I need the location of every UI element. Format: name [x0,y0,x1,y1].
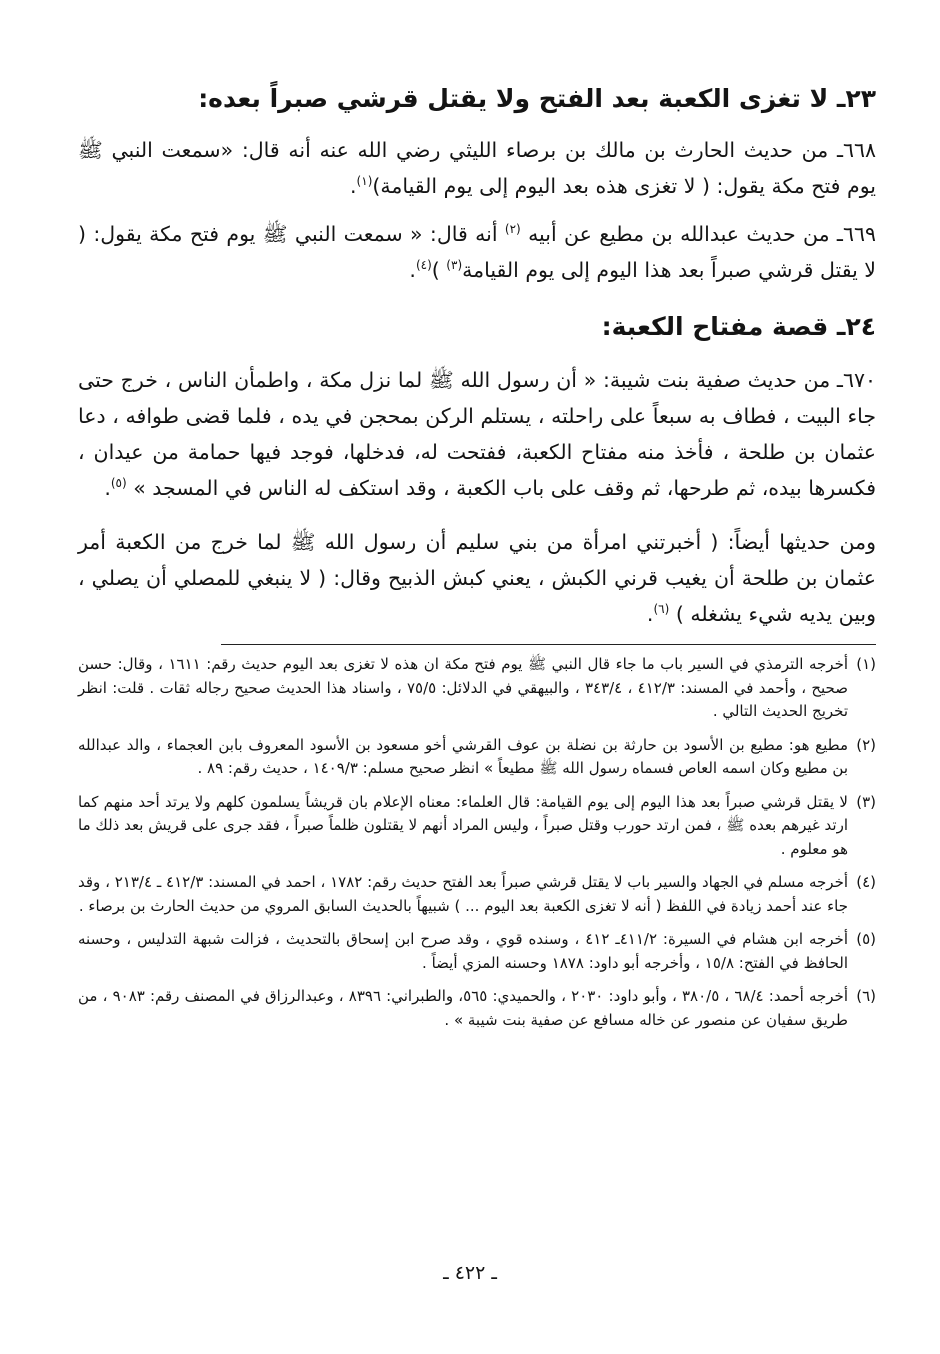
hadith-669 [78,216,876,288]
footnote-2 [78,734,876,781]
footnote-number: (٤) [856,873,876,891]
footnote-ref-2[interactable]: (٢) [504,222,521,237]
footnote-ref-3[interactable]: (٣) [446,258,463,273]
footnote-divider [221,644,876,645]
hadith-670-continued-text: ومن حديثها أيضاً: ( أخبرتني امرأة من بني سليم أن رسول الله ﷺ لما خرج من الكعبة أمر عثمان بن طلحة أن يغيب قرني الكبش ، يعني كبش الذبيح وقال: ( لا ينبغي للمصلي أن يصلي ، وبين يديه شيء يشغله ) [78,530,876,626]
footnote-number: (٣) [856,792,876,811]
footnote-text: أخرجه ابن هشام في السيرة: ٤١١/٢ـ ٤١٢ ، وسنده قوي ، وقد صرح ابن إسحاق بالتحديث ، فزالت شبهة التدليس ، وحسنه الحافظ في الفتح: ١٥/٨ ، وأخرجه أبو داود: ١٨٧٨ وحسنه المزي أيضاً . [78,930,849,972]
hadith-670-continued-end: . [646,602,654,626]
section-heading-24: ٢٤ـ قصة مفتاح الكعبة: [601,312,876,341]
footnote-number: (٢) [856,735,876,754]
footnote-ref-4[interactable]: (٤) [415,258,432,273]
hadith-668-text: ٦٦٨ـ من حديث الحارث بن مالك بن برصاء الليثي رضي الله عنه أنه قال: «سمعت النبي ﷺ يوم فتح مكة يقول: ( لا تغزى هذه بعد اليوم إلى يوم القيامة) [78,138,876,198]
footnote-text: لا يقتل قرشي صبراً بعد هذا اليوم إلى يوم القيامة: قال العلماء: معناه الإعلام بان قريشاً يسلمون كلهم ولا يرتد أحد منهم كما ارتد غيرهم بعده ﷺ ، فمن ارتد حورب وقتل صبراً ، وليس المراد أنهم لا يقتلون ظلماً صبراً ، فقد جرى على قريش بعد ذلك ما هو معلوم . [78,792,848,858]
hadith-669-close: ) [431,258,447,282]
footnote-text: أخرجه أحمد: ٦٨/٤ ، ٣٨٠/٥ ، وأبو داود: ٢٠٣٠ ، والحميدي: ٥٦٥، والطبراني: ٨٣٩٦ ، وعبدالرزاق في المصنف رقم: ٩٠٨٣ ، من طريق سفيان عن منصور عن خاله مسافع عن صفية بنت شيبة » . [78,987,848,1029]
hadith-669-text: ٦٦٩ـ من حديث عبدالله بن مطيع عن أبيه [528,222,876,246]
footnote-text: أخرجه الترمذي في السير باب ما جاء قال النبي ﷺ يوم فتح مكة ان هذه لا تغزى بعد اليوم حديث رقم: ١٦١١ ، وقال: حسن صحيح ، وأحمد في المسند: ٤١٢/٣ ، ٣٤٣/٤ ، والبيهقي في الدلائل: ٧٥/٥ ، واسناد هذا الحديث صحيح رجاله ثقات . قلت: انظر تخريج الحديث التالي . [78,655,849,720]
hadith-670-end: . [104,476,111,500]
hadith-669-mid: أنه قال: « سمعت النبي ﷺ يوم فتح مكة يقول: ( لا يقتل قرشي صبراً بعد هذا اليوم إلى يوم القيامة [78,222,876,282]
footnote-number: (٥) [856,930,876,948]
hadith-668-end: . [350,174,357,198]
footnote-3 [78,791,876,862]
footnotes [78,653,876,1032]
hadith-670-continued [78,524,876,632]
footnote-text: مطيع هو: مطيع بن الأسود بن حارثة بن نضلة بن عوف القرشي أخو مسعود بن الأسود المعروف بابن العجماء ، والد عبدالله بن مطيع وكان اسمه العاص فسماه رسول الله ﷺ مطيعاً » انظر صحيح مسلم: ١٤٠٩/٣ ، حديث رقم: ٨٩ . [78,735,848,777]
hadith-668 [78,132,876,204]
footnote-number: (٦) [856,987,876,1005]
footnote-4 [78,871,876,918]
footnote-ref-6[interactable]: (٦) [653,602,670,617]
section-heading-23: ٢٣ـ لا تغزى الكعبة بعد الفتح ولا يقتل قرشي صبراً بعده: [198,84,876,113]
footnote-number: (١) [856,655,876,673]
hadith-670-text: ٦٧٠ـ من حديث صفية بنت شيبة: « أن رسول الله ﷺ لما نزل مكة ، واطمأن الناس ، خرج حتى جاء البيت ، فطاف به سبعاً على راحلته ، يستلم الركن بمحجن في يده ، فلما قضى طوافه ، دعا عثمان بن طلحة ، فأخذ منه مفتاح الكعبة، ففتحت له، فدخلها، فوجد فيها حمامة من عيدان ، فكسرها بيده، ثم طرحها، ثم وقف على باب الكعبة ، وقد استكف له الناس في المسجد » [78,368,876,500]
page-number: ـ ٤٢٢ ـ [443,1262,497,1284]
footnote-1 [78,653,876,724]
hadith-670 [78,362,876,506]
footnote-5 [78,928,876,975]
footnote-text: أخرجه مسلم في الجهاد والسير باب لا يقتل قرشي صبراً بعد الفتح حديث رقم: ١٧٨٢ ، احمد في المسند: ٤١٢/٣ ـ ٢١٣/٤ ، وقد جاء عند أحمد زيادة في اللفظ ( أنه لا تغزى الكعبة بعد اليوم ... ) شبيهاً بالحديث السابق المروي من حديث الحارث بن برصاء . [78,873,849,915]
footnote-ref-1[interactable]: (١) [356,174,373,189]
footnote-6 [78,985,876,1032]
footnote-ref-5[interactable]: (٥) [110,476,127,491]
hadith-669-end: . [409,258,416,282]
